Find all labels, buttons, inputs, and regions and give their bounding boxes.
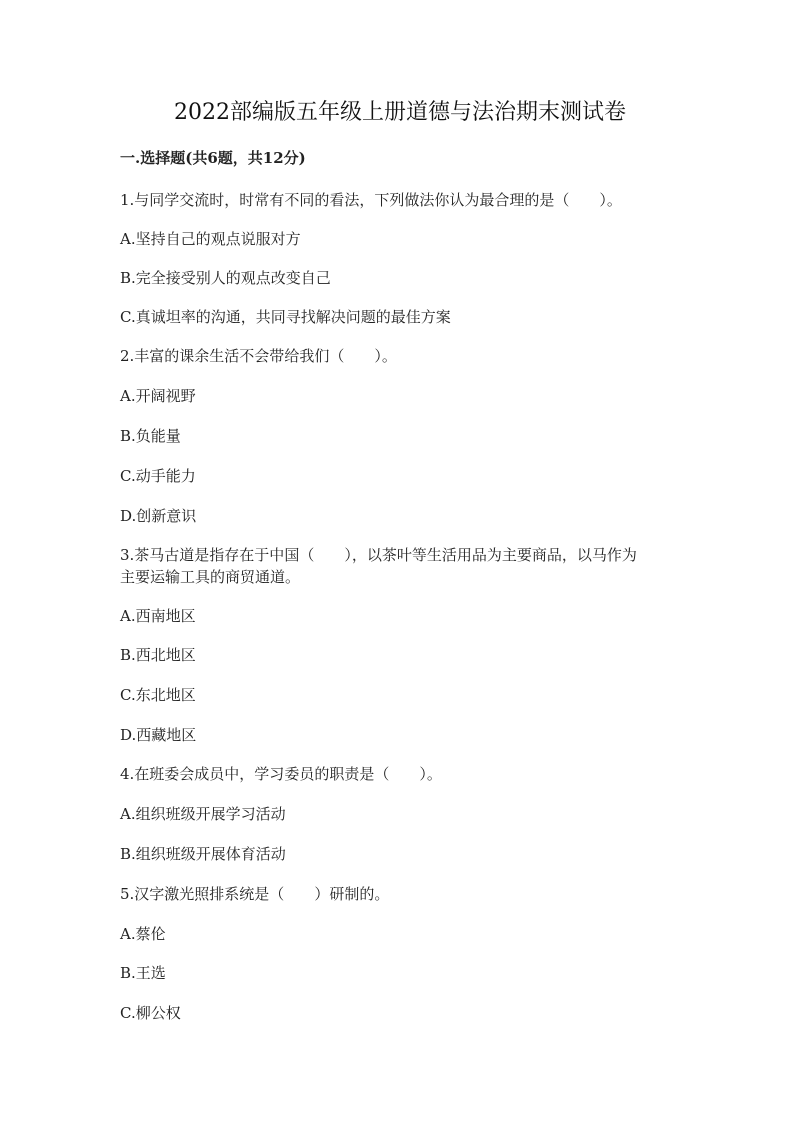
question-4-stem: 4.在班委会成员中，学习委员的职责是（ ）。 <box>120 765 442 783</box>
question-3-stem-line-2: 主要运输工具的商贸通道。 <box>120 568 301 586</box>
question-1-option-b: B.完全接受别人的观点改变自己 <box>120 269 331 287</box>
question-4-option-b: B.组织班级开展体育活动 <box>120 845 286 863</box>
question-3-option-c: C.东北地区 <box>120 686 196 704</box>
page-title: 2022部编版五年级上册道德与法治期末测试卷 <box>174 100 626 125</box>
question-4-option-a: A.组织班级开展学习活动 <box>120 805 286 823</box>
question-2-option-b: B.负能量 <box>120 427 181 445</box>
question-5-stem: 5.汉字激光照排系统是（ ）研制的。 <box>120 885 390 903</box>
section-heading: 一.选择题(共6题，共12分) <box>120 149 306 167</box>
question-2-option-c: C.动手能力 <box>120 467 196 485</box>
question-3-stem-line-1: 3.茶马古道是指存在于中国（ ），以茶叶等生活用品为主要商品，以马作为 <box>120 546 637 564</box>
question-1-stem: 1.与同学交流时，时常有不同的看法，下列做法你认为最合理的是（ ）。 <box>120 191 622 209</box>
question-3-option-b: B.西北地区 <box>120 646 196 664</box>
question-3-option-a: A.西南地区 <box>120 607 196 625</box>
question-2-option-d: D.创新意识 <box>120 507 197 525</box>
question-2-stem: 2.丰富的课余生活不会带给我们（ ）。 <box>120 347 397 365</box>
question-5-option-c: C.柳公权 <box>120 1004 181 1022</box>
question-1-option-a: A.坚持自己的观点说服对方 <box>120 230 301 248</box>
question-5-option-a: A.蔡伦 <box>120 925 166 943</box>
question-5-option-b: B.王选 <box>120 964 166 982</box>
question-2-option-a: A.开阔视野 <box>120 387 196 405</box>
question-3-option-d: D.西藏地区 <box>120 726 197 744</box>
question-1-option-c: C.真诚坦率的沟通，共同寻找解决问题的最佳方案 <box>120 308 451 326</box>
